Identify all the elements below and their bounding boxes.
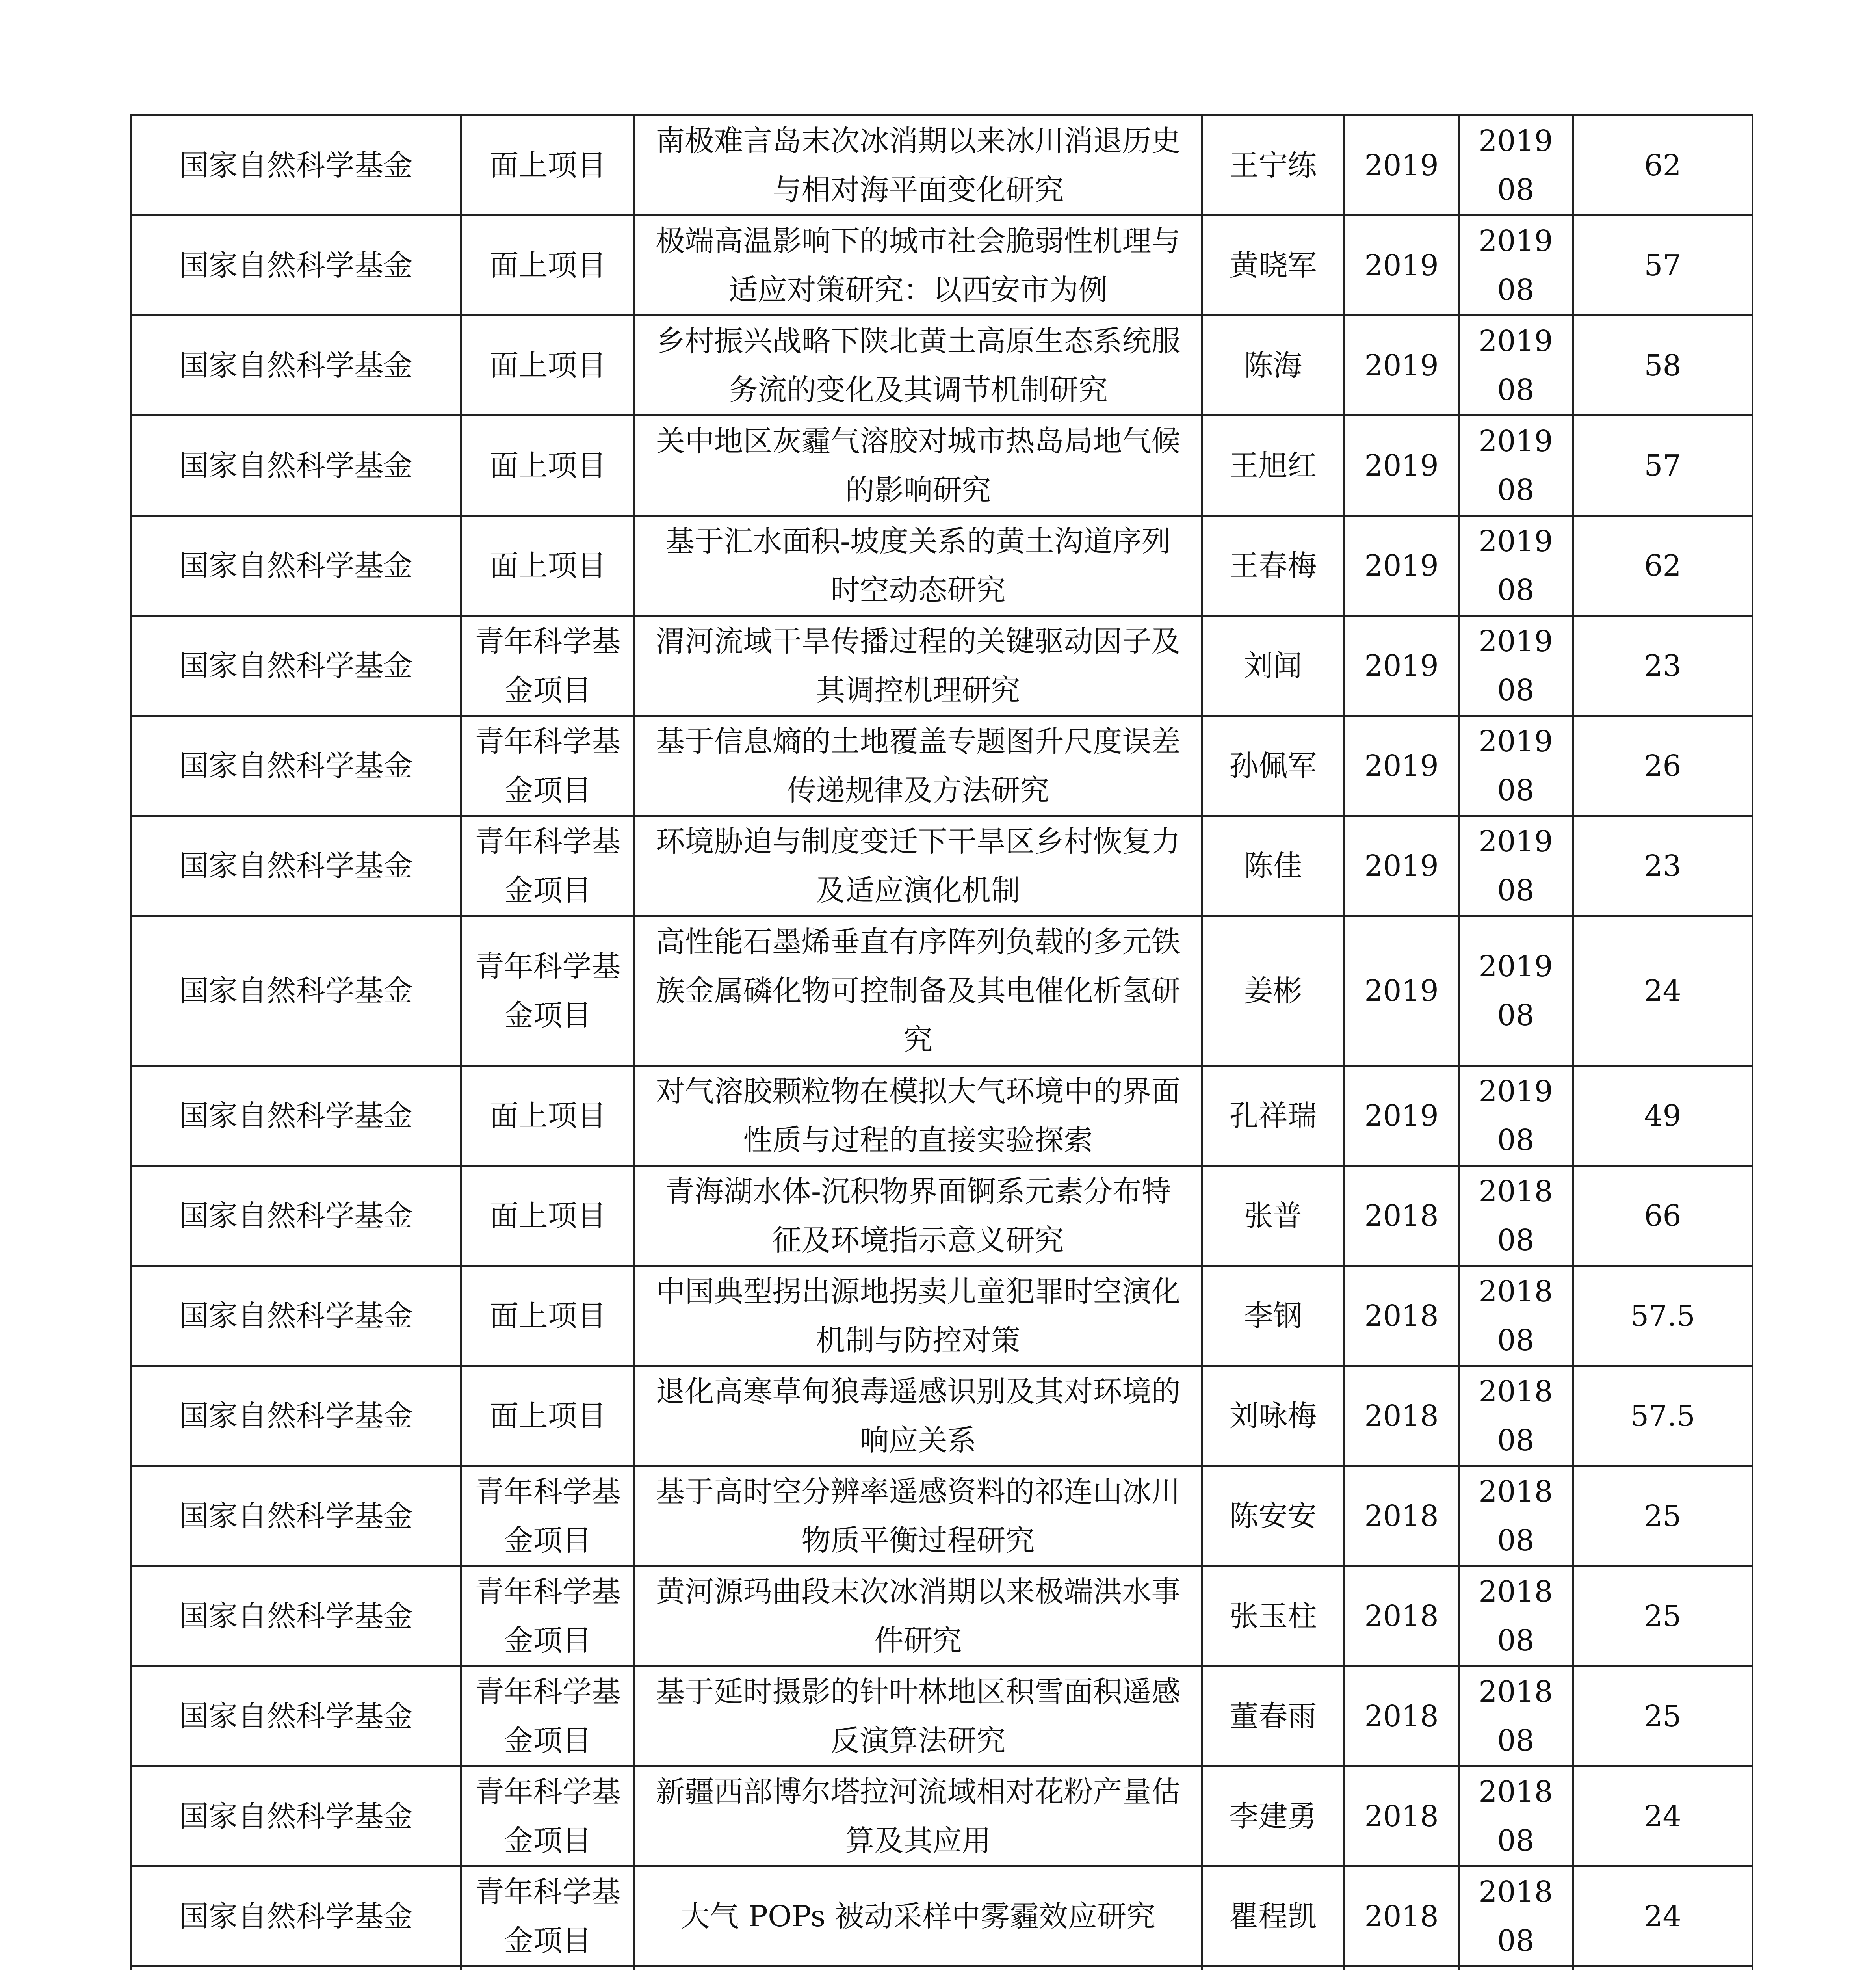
- project-title-cell: 基于信息熵的土地覆盖专题图升尺度误差传递规律及方法研究: [635, 716, 1202, 816]
- project-title-cell: 退化高寒草甸狼毒遥感识别及其对环境的响应关系: [635, 1366, 1202, 1466]
- funding-source-cell: 国家自然科学基金: [131, 216, 461, 316]
- project-leader-cell: 刘闻: [1202, 616, 1345, 716]
- funding-amount-cell: 25: [1573, 1566, 1753, 1666]
- project-type-cell: 面上项目: [461, 115, 635, 216]
- start-date-cell: 2018 08: [1459, 1266, 1573, 1366]
- start-date-cell: 2018 08: [1459, 1366, 1573, 1466]
- funding-source-cell: 国家自然科学基金: [131, 316, 461, 416]
- approval-year-cell: 2019: [1345, 115, 1459, 216]
- funding-amount-cell: 23: [1573, 816, 1753, 916]
- project-type-cell: 面上项目: [461, 216, 635, 316]
- start-date-cell: [1459, 1966, 1573, 1970]
- project-type-cell: 青年科学基金项目: [461, 1466, 635, 1566]
- start-date-cell: 2019 08: [1459, 416, 1573, 516]
- funding-amount-cell: 57.5: [1573, 1366, 1753, 1466]
- project-title-cell: 乡村振兴战略下陕北黄土高原生态系统服务流的变化及其调节机制研究: [635, 316, 1202, 416]
- approval-year-cell: 2019: [1345, 516, 1459, 616]
- project-leader-cell: 陈安安: [1202, 1466, 1345, 1566]
- approval-year-cell: [1345, 1966, 1459, 1970]
- project-type-cell: 青年科学基金项目: [461, 1666, 635, 1766]
- funding-source-cell: [131, 1966, 461, 1970]
- project-title-cell: 黄河源玛曲段末次冰消期以来极端洪水事件研究: [635, 1566, 1202, 1666]
- project-title-cell: 基于延时摄影的针叶林地区积雪面积遥感反演算法研究: [635, 1666, 1202, 1766]
- funding-amount-cell: [1573, 1966, 1753, 1970]
- project-leader-cell: 张玉柱: [1202, 1566, 1345, 1666]
- project-leader-cell: 陈海: [1202, 316, 1345, 416]
- funding-amount-cell: 25: [1573, 1666, 1753, 1766]
- project-leader-cell: 王春梅: [1202, 516, 1345, 616]
- project-type-cell: 青年科学基金项目: [461, 1566, 635, 1666]
- project-type-cell: 青年科学基金项目: [461, 816, 635, 916]
- project-title-cell: 新疆西部博尔塔拉河流域相对花粉产量估算及其应用: [635, 1766, 1202, 1866]
- table-row: [131, 115, 1753, 216]
- funding-source-cell: 国家自然科学基金: [131, 1766, 461, 1866]
- table-row: [131, 1266, 1753, 1366]
- start-date-cell: 2018 08: [1459, 1566, 1573, 1666]
- funding-amount-cell: 62: [1573, 516, 1753, 616]
- project-title-cell: 对气溶胶颗粒物在模拟大气环境中的界面性质与过程的直接实验探索: [635, 1066, 1202, 1166]
- funding-source-cell: 国家自然科学基金: [131, 1866, 461, 1966]
- funding-amount-cell: 66: [1573, 1166, 1753, 1266]
- table-row: [131, 1166, 1753, 1266]
- approval-year-cell: 2018: [1345, 1266, 1459, 1366]
- project-leader-cell: 李建勇: [1202, 1766, 1345, 1866]
- project-leader-cell: 黄晓军: [1202, 216, 1345, 316]
- funding-source-cell: 国家自然科学基金: [131, 416, 461, 516]
- approval-year-cell: 2018: [1345, 1566, 1459, 1666]
- funding-amount-cell: 24: [1573, 1866, 1753, 1966]
- start-date-cell: 2019 08: [1459, 1066, 1573, 1166]
- table-row: [131, 716, 1753, 816]
- approval-year-cell: 2019: [1345, 816, 1459, 916]
- approval-year-cell: 2018: [1345, 1366, 1459, 1466]
- project-title-cell: 大气 POPs 被动采样中雾霾效应研究: [635, 1866, 1202, 1966]
- start-date-cell: 2018 08: [1459, 1166, 1573, 1266]
- project-type-cell: 青年科学基金项目: [461, 1866, 635, 1966]
- funding-amount-cell: 62: [1573, 115, 1753, 216]
- start-date-cell: 2019 08: [1459, 516, 1573, 616]
- table-row: [131, 416, 1753, 516]
- funding-source-cell: 国家自然科学基金: [131, 816, 461, 916]
- start-date-cell: 2019 08: [1459, 816, 1573, 916]
- funding-source-cell: 国家自然科学基金: [131, 1266, 461, 1366]
- project-title-cell: 渭河流域干旱传播过程的关键驱动因子及其调控机理研究: [635, 616, 1202, 716]
- project-type-cell: 面上项目: [461, 1066, 635, 1166]
- project-leader-cell: 张普: [1202, 1166, 1345, 1266]
- project-leader-cell: 李钢: [1202, 1266, 1345, 1366]
- project-title-cell: 南极难言岛末次冰消期以来冰川消退历史与相对海平面变化研究: [635, 115, 1202, 216]
- project-type-cell: 面上项目: [461, 416, 635, 516]
- table-row: [131, 1766, 1753, 1866]
- project-leader-cell: 王旭红: [1202, 416, 1345, 516]
- start-date-cell: 2018 08: [1459, 1866, 1573, 1966]
- start-date-cell: 2018 08: [1459, 1466, 1573, 1566]
- table-row: [131, 616, 1753, 716]
- funding-source-cell: 国家自然科学基金: [131, 1566, 461, 1666]
- project-type-cell: 面上项目: [461, 1166, 635, 1266]
- funding-amount-cell: 24: [1573, 916, 1753, 1066]
- project-title-cell: 关中地区灰霾气溶胶对城市热岛局地气候的影响研究: [635, 416, 1202, 516]
- funding-amount-cell: 57.5: [1573, 1266, 1753, 1366]
- start-date-cell: 2018 08: [1459, 1766, 1573, 1866]
- project-type-cell: 青年科学基金项目: [461, 916, 635, 1066]
- approval-year-cell: 2018: [1345, 1166, 1459, 1266]
- project-title-cell: 基于高时空分辨率遥感资料的祁连山冰川物质平衡过程研究: [635, 1466, 1202, 1566]
- table-row: [131, 1066, 1753, 1166]
- approval-year-cell: 2019: [1345, 216, 1459, 316]
- approval-year-cell: 2019: [1345, 416, 1459, 516]
- project-title-cell: 青海湖水体-沉积物界面锕系元素分布特征及环境指示意义研究: [635, 1166, 1202, 1266]
- project-leader-cell: 瞿程凯: [1202, 1866, 1345, 1966]
- project-leader-cell: 孔祥瑞: [1202, 1066, 1345, 1166]
- project-type-cell: [461, 1966, 635, 1970]
- table-row: [131, 916, 1753, 1066]
- funding-source-cell: 国家自然科学基金: [131, 1466, 461, 1566]
- funding-amount-cell: 57: [1573, 216, 1753, 316]
- project-type-cell: 面上项目: [461, 516, 635, 616]
- start-date-cell: 2019 08: [1459, 616, 1573, 716]
- funding-source-cell: 国家自然科学基金: [131, 1366, 461, 1466]
- table-row: [131, 1566, 1753, 1666]
- start-date-cell: 2019 08: [1459, 716, 1573, 816]
- project-type-cell: 面上项目: [461, 316, 635, 416]
- table-row: [131, 1866, 1753, 1966]
- grant-table: [130, 114, 1753, 1970]
- approval-year-cell: 2019: [1345, 1066, 1459, 1166]
- project-title-cell: 高性能石墨烯垂直有序阵列负载的多元铁族金属磷化物可控制备及其电催化析氢研究: [635, 916, 1202, 1066]
- funding-source-cell: 国家自然科学基金: [131, 716, 461, 816]
- start-date-cell: 2019 08: [1459, 916, 1573, 1066]
- funding-amount-cell: 57: [1573, 416, 1753, 516]
- project-type-cell: 青年科学基金项目: [461, 1766, 635, 1866]
- funding-source-cell: 国家自然科学基金: [131, 616, 461, 716]
- start-date-cell: 2019 08: [1459, 316, 1573, 416]
- project-type-cell: 面上项目: [461, 1266, 635, 1366]
- funding-amount-cell: 26: [1573, 716, 1753, 816]
- grant-table-body: [131, 115, 1753, 1970]
- table-row: [131, 516, 1753, 616]
- approval-year-cell: 2018: [1345, 1766, 1459, 1866]
- table-row: [131, 1366, 1753, 1466]
- table-row: [131, 316, 1753, 416]
- funding-amount-cell: 49: [1573, 1066, 1753, 1166]
- project-title-cell: 极端高温影响下的城市社会脆弱性机理与适应对策研究：以西安市为例: [635, 216, 1202, 316]
- project-title-cell: 中国典型拐出源地拐卖儿童犯罪时空演化机制与防控对策: [635, 1266, 1202, 1366]
- funding-source-cell: 国家自然科学基金: [131, 1666, 461, 1766]
- project-leader-cell: 陈佳: [1202, 816, 1345, 916]
- project-type-cell: 面上项目: [461, 1366, 635, 1466]
- funding-amount-cell: 25: [1573, 1466, 1753, 1566]
- funding-amount-cell: 24: [1573, 1766, 1753, 1866]
- table-row: [131, 816, 1753, 916]
- approval-year-cell: 2019: [1345, 316, 1459, 416]
- project-leader-cell: 王宁练: [1202, 115, 1345, 216]
- project-title-cell: 环境胁迫与制度变迁下干旱区乡村恢复力及适应演化机制: [635, 816, 1202, 916]
- approval-year-cell: 2019: [1345, 616, 1459, 716]
- project-leader-cell: 刘咏梅: [1202, 1366, 1345, 1466]
- funding-amount-cell: 23: [1573, 616, 1753, 716]
- funding-source-cell: 国家自然科学基金: [131, 1066, 461, 1166]
- start-date-cell: 2018 08: [1459, 1666, 1573, 1766]
- start-date-cell: 2019 08: [1459, 115, 1573, 216]
- table-row: [131, 1466, 1753, 1566]
- project-type-cell: 青年科学基金项目: [461, 716, 635, 816]
- funding-source-cell: 国家自然科学基金: [131, 916, 461, 1066]
- project-title-cell: [635, 1966, 1202, 1970]
- project-leader-cell: [1202, 1966, 1345, 1970]
- approval-year-cell: 2018: [1345, 1466, 1459, 1566]
- table-row: [131, 1966, 1753, 1970]
- project-type-cell: 青年科学基金项目: [461, 616, 635, 716]
- table-row: [131, 216, 1753, 316]
- approval-year-cell: 2019: [1345, 716, 1459, 816]
- approval-year-cell: 2019: [1345, 916, 1459, 1066]
- table-row: [131, 1666, 1753, 1766]
- funding-source-cell: 国家自然科学基金: [131, 1166, 461, 1266]
- funding-source-cell: 国家自然科学基金: [131, 115, 461, 216]
- approval-year-cell: 2018: [1345, 1666, 1459, 1766]
- project-leader-cell: 姜彬: [1202, 916, 1345, 1066]
- funding-source-cell: 国家自然科学基金: [131, 516, 461, 616]
- project-leader-cell: 孙佩军: [1202, 716, 1345, 816]
- project-leader-cell: 董春雨: [1202, 1666, 1345, 1766]
- project-title-cell: 基于汇水面积-坡度关系的黄土沟道序列时空动态研究: [635, 516, 1202, 616]
- funding-amount-cell: 58: [1573, 316, 1753, 416]
- approval-year-cell: 2018: [1345, 1866, 1459, 1966]
- start-date-cell: 2019 08: [1459, 216, 1573, 316]
